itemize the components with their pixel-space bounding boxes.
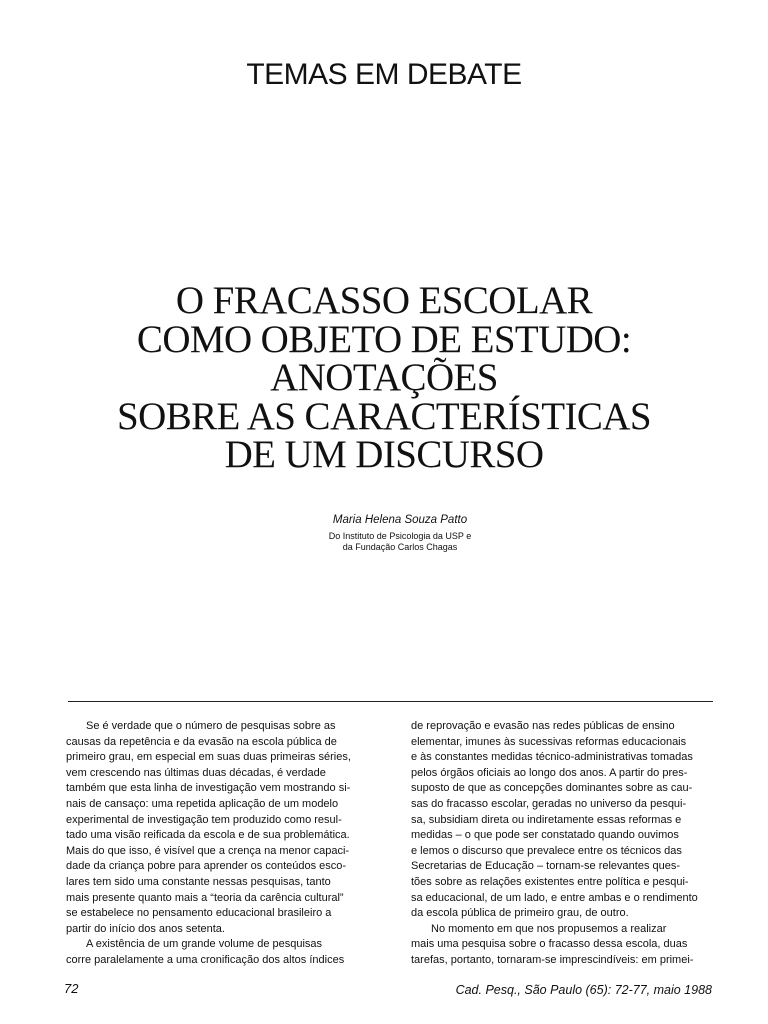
text-line: mais uma pesquisa sobre o fracasso dessa escola, duas: [411, 938, 688, 951]
body-column-left: [66, 719, 372, 969]
text-line: corre paralelamente a uma cronificação dos altos índices: [66, 953, 345, 966]
text-line: mais presente quanto mais a “teoria da carência cultural”: [66, 891, 344, 904]
text-line: lares tem sido uma constante nessas pesquisas, tanto: [66, 875, 331, 888]
author-name: Maria Helena Souza Patto: [332, 514, 468, 526]
affiliation-line: da Fundação Carlos Chagas: [342, 542, 458, 552]
text-line: causas da repetência e da evasão na escola pública de: [66, 735, 337, 748]
text-line: pelos órgãos oficiais ao longo dos anos. A partir do pres-: [411, 766, 688, 779]
text-line: medidas – o que pode ser constatado quando ouvimos: [411, 829, 679, 842]
text-line: e lemos o discurso que prevalece entre os técnicos das: [411, 844, 682, 857]
text-line: Se é verdade que o número de pesquisas sobre as: [86, 720, 336, 732]
text-line: dade da criança pobre para aprender os conteúdos esco-: [66, 860, 347, 873]
journal-citation: Cad. Pesq., São Paulo (65): 72-77, maio 1988: [455, 983, 712, 997]
text-line: No momento em que nos propusemos a realizar: [431, 922, 667, 935]
title-line: SOBRE AS CARACTERÍSTICAS: [117, 394, 651, 438]
title-line: ANOTAÇÕES: [270, 356, 498, 399]
title-line: COMO OBJETO DE ESTUDO:: [136, 317, 632, 361]
article-title: [60, 279, 708, 476]
text-line: A existência de um grande volume de pesquisas: [86, 938, 323, 951]
text-line: se estabelece no pensamento educacional brasileiro a: [66, 907, 332, 920]
horizontal-divider: [68, 701, 713, 702]
text-line: sa educacional, de um lado, e entre ambas e o rendimento: [411, 891, 698, 904]
text-line: partir do início dos anos setenta.: [66, 922, 225, 935]
title-line: O FRACASSO ESCOLAR: [175, 279, 593, 322]
title-line: DE UM DISCURSO: [224, 433, 544, 476]
text-line: sa, subsidiam direta ou indiretamente essas reformas e: [411, 813, 682, 826]
text-line: da escola pública de primeiro grau, de outro.: [411, 907, 629, 920]
text-line: Secretarias de Educação – tornam-se relevantes ques-: [411, 860, 681, 873]
text-line: vem crescendo nas últimas duas décadas, é verdade: [66, 766, 326, 779]
affiliation-line: Do Instituto de Psicologia da USP e: [328, 531, 472, 541]
section-heading: TEMAS EM DEBATE: [246, 58, 522, 91]
text-line: sas do fracasso escolar, geradas no universo da pesqui-: [411, 797, 687, 810]
text-line: de reprovação e evasão nas redes públicas de ensino: [411, 720, 675, 732]
author-affiliation: [240, 531, 560, 553]
text-line: e às constantes medidas técnico-administrativas tomadas: [411, 751, 693, 764]
text-line: suposto de que as concepções dominantes sobre as cau-: [411, 782, 693, 795]
page-number: 72: [64, 981, 79, 996]
text-line: tarefas, portanto, tornaram-se imprescindíveis: em primei-: [411, 953, 694, 966]
text-line: Mais do que isso, é visível que a crença na menor capaci-: [66, 844, 350, 857]
text-line: também que esta linha de investigação vem mostrando si-: [66, 782, 351, 795]
text-line: elementar, imunes às sucessivas reformas educacionais: [411, 735, 687, 748]
text-line: tado uma visão reificada da escola e de sua problemática.: [66, 829, 350, 842]
text-line: nais de cansaço: uma repetida aplicação de um modelo: [66, 797, 339, 810]
body-column-right: [411, 719, 717, 969]
text-line: tões sobre as relações existentes entre política e pesqui-: [411, 875, 689, 888]
text-line: experimental de investigação tem produzido como resul-: [66, 813, 342, 826]
text-line: primeiro grau, em especial em suas duas primeiras séries,: [66, 751, 351, 764]
